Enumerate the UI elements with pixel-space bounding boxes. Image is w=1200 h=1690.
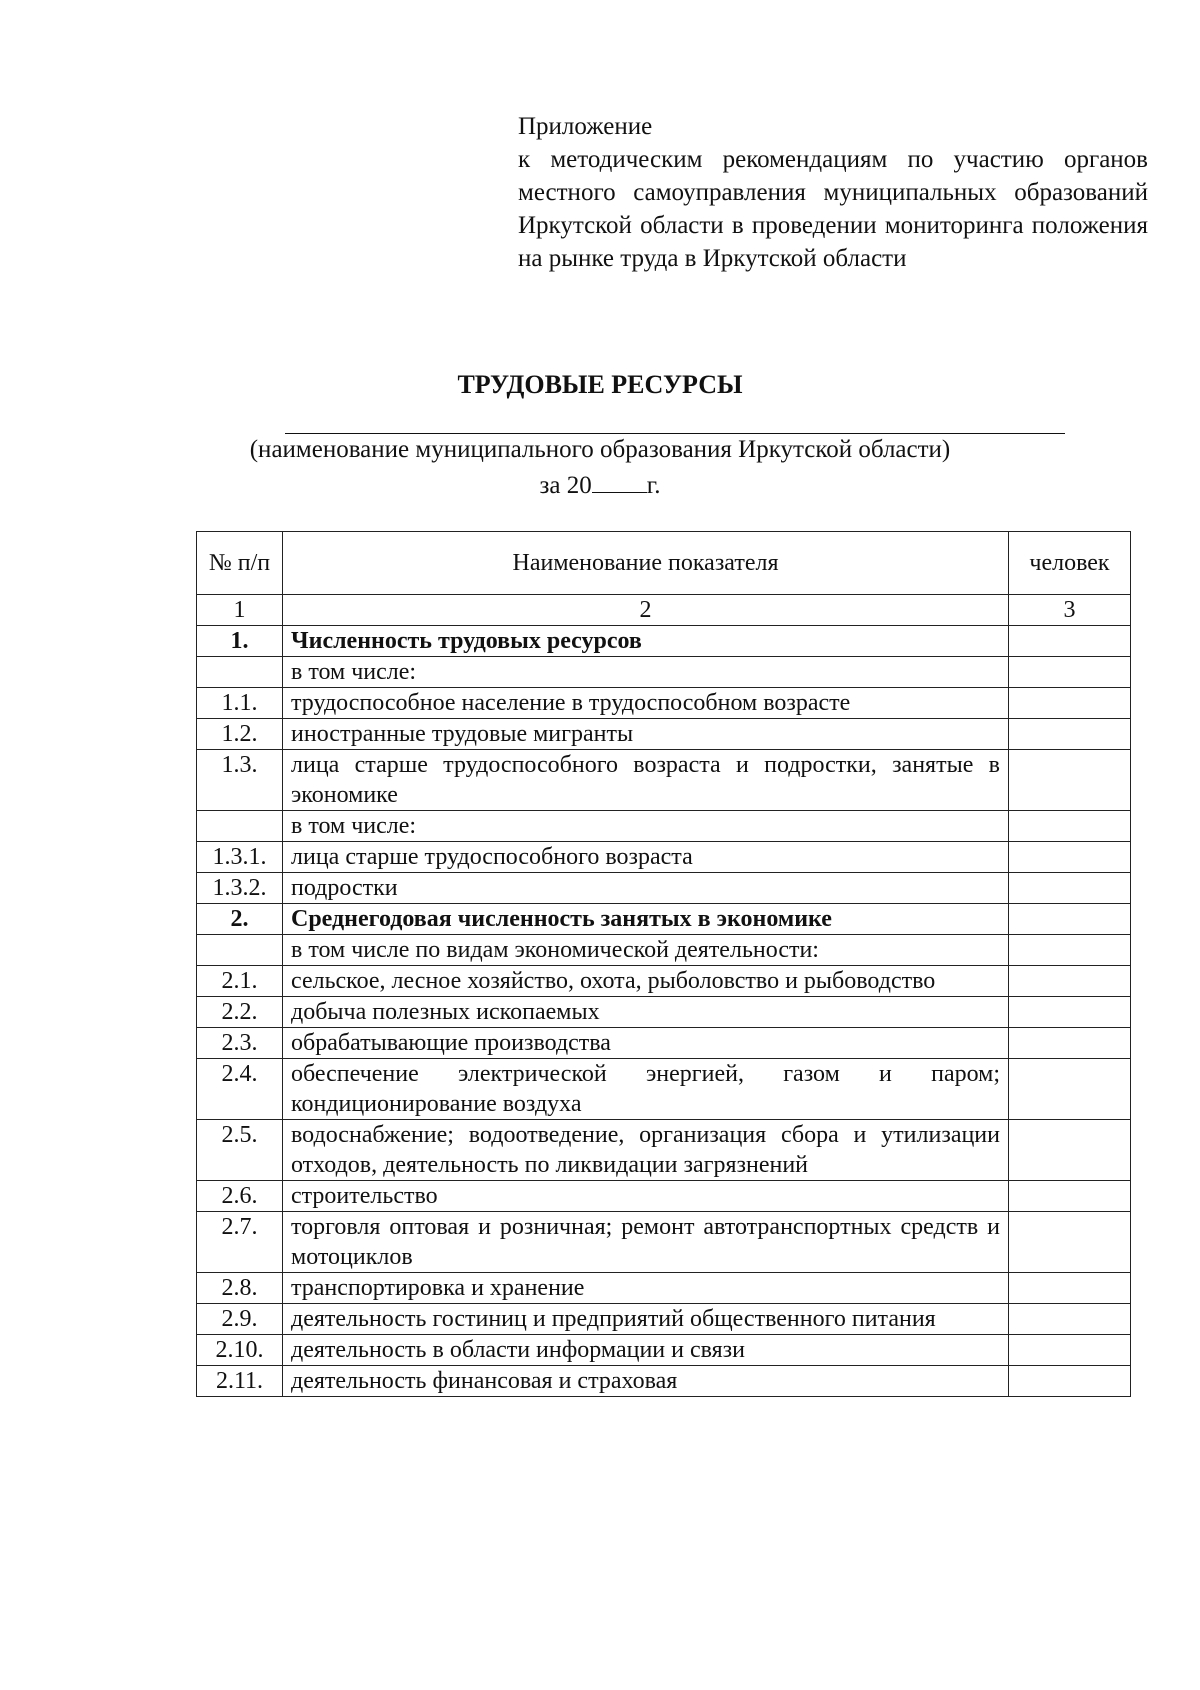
indicator-name: добыча полезных ископаемых — [283, 997, 1009, 1028]
row-number: 1. — [197, 626, 283, 657]
appendix-body: к методическим рекомендациям по участию органов местного самоуправления муниципальных образований Иркутской области в проведении мониторинга положения на рынке труда в Иркутской области — [518, 146, 1148, 272]
indicator-name: деятельность финансовая и страховая — [283, 1366, 1009, 1397]
indicator-value[interactable] — [1009, 1304, 1131, 1335]
table-row — [197, 904, 1131, 935]
indicator-value[interactable] — [1009, 1028, 1131, 1059]
indicator-name: Численность трудовых ресурсов — [283, 626, 1009, 657]
indicator-value[interactable] — [1009, 935, 1131, 966]
row-number: 2.7. — [197, 1212, 283, 1273]
indicator-name: в том числе: — [283, 811, 1009, 842]
indicator-value[interactable] — [1009, 966, 1131, 997]
indicator-name: подростки — [283, 873, 1009, 904]
table-row — [197, 966, 1131, 997]
row-number: 2.9. — [197, 1304, 283, 1335]
row-number: 2.6. — [197, 1181, 283, 1212]
table-row — [197, 1304, 1131, 1335]
indicator-value[interactable] — [1009, 1181, 1131, 1212]
table-header-row — [197, 532, 1131, 595]
indicator-value[interactable] — [1009, 1059, 1131, 1120]
indicator-value[interactable] — [1009, 1335, 1131, 1366]
indicator-name: строительство — [283, 1181, 1009, 1212]
row-number: 2.11. — [197, 1366, 283, 1397]
indicator-name: обрабатывающие производства — [283, 1028, 1009, 1059]
municipality-blank-line — [285, 433, 1065, 434]
column-number: 1 — [197, 595, 283, 626]
row-number: 2.4. — [197, 1059, 283, 1120]
row-number: 2.10. — [197, 1335, 283, 1366]
table-row — [197, 1273, 1131, 1304]
table-row — [197, 1212, 1131, 1273]
indicator-value[interactable] — [1009, 1212, 1131, 1273]
indicator-name: в том числе по видам экономической деятельности: — [283, 935, 1009, 966]
year-blank — [592, 470, 647, 493]
indicator-value[interactable] — [1009, 1273, 1131, 1304]
indicator-name: лица старше трудоспособного возраста и подростки, занятые в экономике — [283, 750, 1009, 811]
indicator-name: Среднегодовая численность занятых в экономике — [283, 904, 1009, 935]
indicator-value[interactable] — [1009, 842, 1131, 873]
indicator-value[interactable] — [1009, 750, 1131, 811]
indicator-name: деятельность гостиниц и предприятий общественного питания — [283, 1304, 1009, 1335]
row-number: 1.3.2. — [197, 873, 283, 904]
row-number: 2.1. — [197, 966, 283, 997]
row-number: 1.1. — [197, 688, 283, 719]
row-number: 1.2. — [197, 719, 283, 750]
table-row — [197, 750, 1131, 811]
indicator-name: водоснабжение; водоотведение, организация сбора и утилизации отходов, деятельность по ликвидации загрязнений — [283, 1120, 1009, 1181]
appendix-heading: Приложение — [518, 113, 653, 140]
table-row — [197, 997, 1131, 1028]
table-row — [197, 657, 1131, 688]
indicator-name: трудоспособное население в трудоспособном возрасте — [283, 688, 1009, 719]
row-number: 2.2. — [197, 997, 283, 1028]
row-number: 1.3.1. — [197, 842, 283, 873]
table-row — [197, 873, 1131, 904]
indicator-value[interactable] — [1009, 626, 1131, 657]
row-number: 2.8. — [197, 1273, 283, 1304]
column-number: 2 — [283, 595, 1009, 626]
row-number — [197, 811, 283, 842]
header-unit: человек — [1009, 532, 1131, 595]
indicator-value[interactable] — [1009, 811, 1131, 842]
indicator-value[interactable] — [1009, 997, 1131, 1028]
indicator-name: лица старше трудоспособного возраста — [283, 842, 1009, 873]
row-number: 1.3. — [197, 750, 283, 811]
indicator-name: в том числе: — [283, 657, 1009, 688]
indicator-value[interactable] — [1009, 688, 1131, 719]
row-number: 2.5. — [197, 1120, 283, 1181]
header-name: Наименование показателя — [283, 532, 1009, 595]
indicator-name: сельское, лесное хозяйство, охота, рыболовство и рыбоводство — [283, 966, 1009, 997]
table-row — [197, 1059, 1131, 1120]
table-row — [197, 935, 1131, 966]
row-number: 2. — [197, 904, 283, 935]
table-row — [197, 1120, 1131, 1181]
table-row — [197, 842, 1131, 873]
row-number — [197, 657, 283, 688]
indicator-name: иностранные трудовые мигранты — [283, 719, 1009, 750]
labor-resources-table — [196, 531, 1131, 1397]
table-row — [197, 1335, 1131, 1366]
table-row — [197, 1181, 1131, 1212]
period-line — [0, 470, 1200, 500]
indicator-value[interactable] — [1009, 657, 1131, 688]
table-row — [197, 1028, 1131, 1059]
table-row — [197, 626, 1131, 657]
table-row — [197, 719, 1131, 750]
document-title: ТРУДОВЫЕ РЕСУРСЫ — [457, 370, 743, 399]
table-row — [197, 1366, 1131, 1397]
row-number: 2.3. — [197, 1028, 283, 1059]
table-row — [197, 811, 1131, 842]
indicator-name: деятельность в области информации и связи — [283, 1335, 1009, 1366]
column-numbers-row — [197, 595, 1131, 626]
indicator-value[interactable] — [1009, 719, 1131, 750]
indicator-value[interactable] — [1009, 873, 1131, 904]
indicator-value[interactable] — [1009, 1120, 1131, 1181]
municipality-caption: (наименование муниципального образования Иркутской области) — [249, 436, 951, 463]
period-suffix: г. — [646, 472, 661, 499]
period-prefix: за 20 — [539, 472, 592, 499]
indicator-name: обеспечение электрической энергией, газом и паром; кондиционирование воздуха — [283, 1059, 1009, 1120]
header-num: № п/п — [197, 532, 283, 595]
appendix-note — [518, 110, 1148, 275]
indicator-value[interactable] — [1009, 904, 1131, 935]
row-number — [197, 935, 283, 966]
table-row — [197, 688, 1131, 719]
indicator-name: транспортировка и хранение — [283, 1273, 1009, 1304]
column-number: 3 — [1009, 595, 1131, 626]
indicator-value[interactable] — [1009, 1366, 1131, 1397]
indicator-name: торговля оптовая и розничная; ремонт автотранспортных средств и мотоциклов — [283, 1212, 1009, 1273]
